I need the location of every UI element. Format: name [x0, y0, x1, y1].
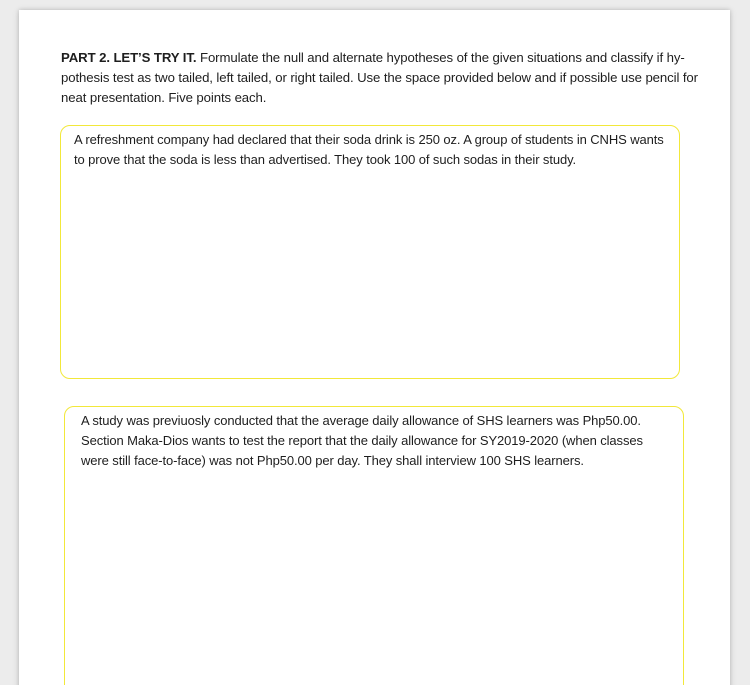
problem-2-text: A study was previuosly conducted that the average daily allowance of SHS learners was Php50.00. Section Maka-Dios wants to test the report that the daily allowance for SY2019-2020 (when classes were still face-to-face) was not Php50.00 per day. They shall interview 100 SHS learners.: [81, 413, 643, 468]
answer-box-2[interactable]: [64, 406, 684, 685]
problem-1-text: A refreshment company had declared that their soda drink is 250 oz. A group of students in CNHS wants to prove that the soda is less than advertised. They took 100 of such sodas in their study.: [74, 132, 664, 167]
instructions-paragraph: [61, 48, 701, 108]
document-page: [19, 10, 730, 685]
part-heading: PART 2. LET’S TRY IT.: [61, 50, 197, 65]
instructions-text: Formulate the null and alternate hypotheses of the given situations and classify if hy-pothesis test as two tailed, left tailed, or right tailed. Use the space provided below and if possible use pencil for neat presentation. Five points each.: [61, 50, 698, 105]
answer-box-1[interactable]: [60, 125, 680, 379]
